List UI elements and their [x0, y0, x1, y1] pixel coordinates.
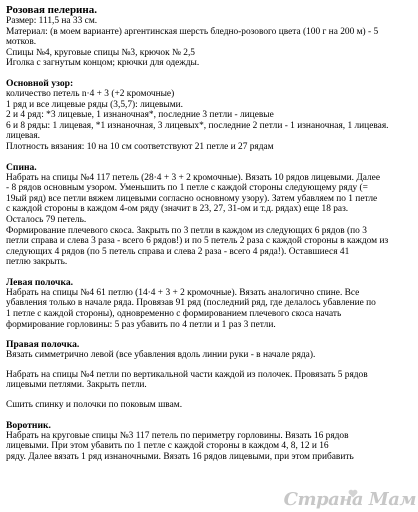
collar-line: Набрать на круговые спицы №3 117 петель по периметру горловины. Вязать 16 рядов	[6, 430, 349, 441]
band-line: лицевыми петлями. Закрыть петли.	[6, 380, 147, 391]
intro-line: Иголка с загнутым концом; крючки для одежды.	[6, 58, 200, 69]
pattern-line: количество петель n·4 + 3 (+2 кромочные)	[6, 88, 175, 99]
back-line: следующих 4 рядов (по 5 петель справа и слева 2 раза - всего 4 ряда!). Оставшиеся 41	[6, 246, 350, 257]
band-line: Набрать на спицы №4 петли по вертикальной части каждой из полочек. Провязать 5 рядов	[6, 369, 368, 380]
back-heading: Спина.	[6, 161, 37, 173]
document-title: Розовая пелерина.	[6, 4, 97, 16]
right-front-heading: Правая полочка.	[6, 339, 80, 351]
left-front-heading: Левая полочка.	[6, 276, 74, 288]
pattern-line: 1 ряд и все лицевые ряды (3,5,7): лицевыми.	[6, 99, 184, 110]
collar-line: лицевыми. При этом убавить по 1 петле с каждой стороны в каждом 4, 8, 12 и 16	[6, 441, 329, 452]
back-line: Набрать на спицы №4 117 петель (28·4 + 3 + 2 кромочные). Вязать 10 рядов лицевыми. Далее	[6, 172, 380, 183]
pattern-line: 2 и 4 ряд: *3 лицевые, 1 изнаночная*, последние 3 петли - лицевые	[6, 110, 274, 121]
intro-line: Спицы №4, круговые спицы №3, крючок № 2,5	[6, 47, 195, 58]
pattern-line: лицевая.	[6, 131, 40, 142]
intro-line: Материал: (в моем варианте) аргентинская шерсть бледно-розового цвета (100 г на 200 м) - 5	[6, 26, 379, 37]
left-front-line: убавления только в начале ряда. Провязав 91 ряд (последний ряд, где делалось убавление по	[6, 298, 376, 309]
collar-heading: Воротник.	[6, 419, 51, 431]
gauge-line: Плотность вязания: 10 на 10 см соответствуют 21 петле и 27 рядам	[6, 141, 274, 152]
back-line: с каждой стороны в каждом 4-ом ряду (значит в 23, 27, 31-ом и т.д. рядах) еще 18 раз.	[6, 204, 349, 215]
main-pattern-heading: Основной узор:	[6, 77, 74, 89]
pattern-line: 6 и 8 ряды: 1 лицевая, *1 изнаночная, 3 лицевых*, последние 2 петли - 1 изнаночная, 1 лицевая.	[6, 120, 389, 131]
back-line: 19ый ряд) все петли вяжем лицевыми согласно основному узору). Затем убавляем по 1 петле	[6, 193, 378, 204]
left-front-line: формирование горловины: 5 раз убавить по 4 петли и 1 раз 3 петли.	[6, 319, 276, 330]
back-line: Осталось 79 петель.	[6, 214, 87, 225]
assembly-line: Сшить спинку и полочки по поковым швам.	[6, 400, 183, 411]
document-page	[6, 4, 411, 462]
left-front-line: 1 петле с каждой стороны), одновременно с формированием плечевого скоса начать	[6, 309, 342, 320]
watermark-logo: Страна Мам	[283, 489, 416, 510]
intro-line: Размер: 111,5 на 33 см.	[6, 16, 98, 26]
left-front-line: Набрать на спицы №4 61 петлю (14·4 + 3 + 2 кромочные). Вязать аналогично спине. Все	[6, 287, 360, 298]
collar-line: ряду. Далее вязать 1 ряд изнаночными. Вязать 16 рядов лицевыми, при этом прибавить	[6, 451, 354, 462]
right-front-line: Вязать симметрично левой (все убавления вдоль линии руки - в начале ряда).	[6, 350, 316, 361]
back-line: петлю закрыть.	[6, 257, 68, 268]
intro-line: мотков.	[6, 37, 37, 48]
back-line: - 8 рядов основным узором. Уменьшить по 1 петле с каждой стороны следующему ряду (=	[6, 183, 368, 194]
back-line: петли справа и слева 3 раза - всего 6 рядов!) и по 5 петель 2 раза с каждой стороны в каждом из	[6, 236, 389, 247]
back-line: Формирование плечевого скоса. Закрыть по 3 петли в каждом из следующих 6 рядов (по 3	[6, 225, 367, 236]
